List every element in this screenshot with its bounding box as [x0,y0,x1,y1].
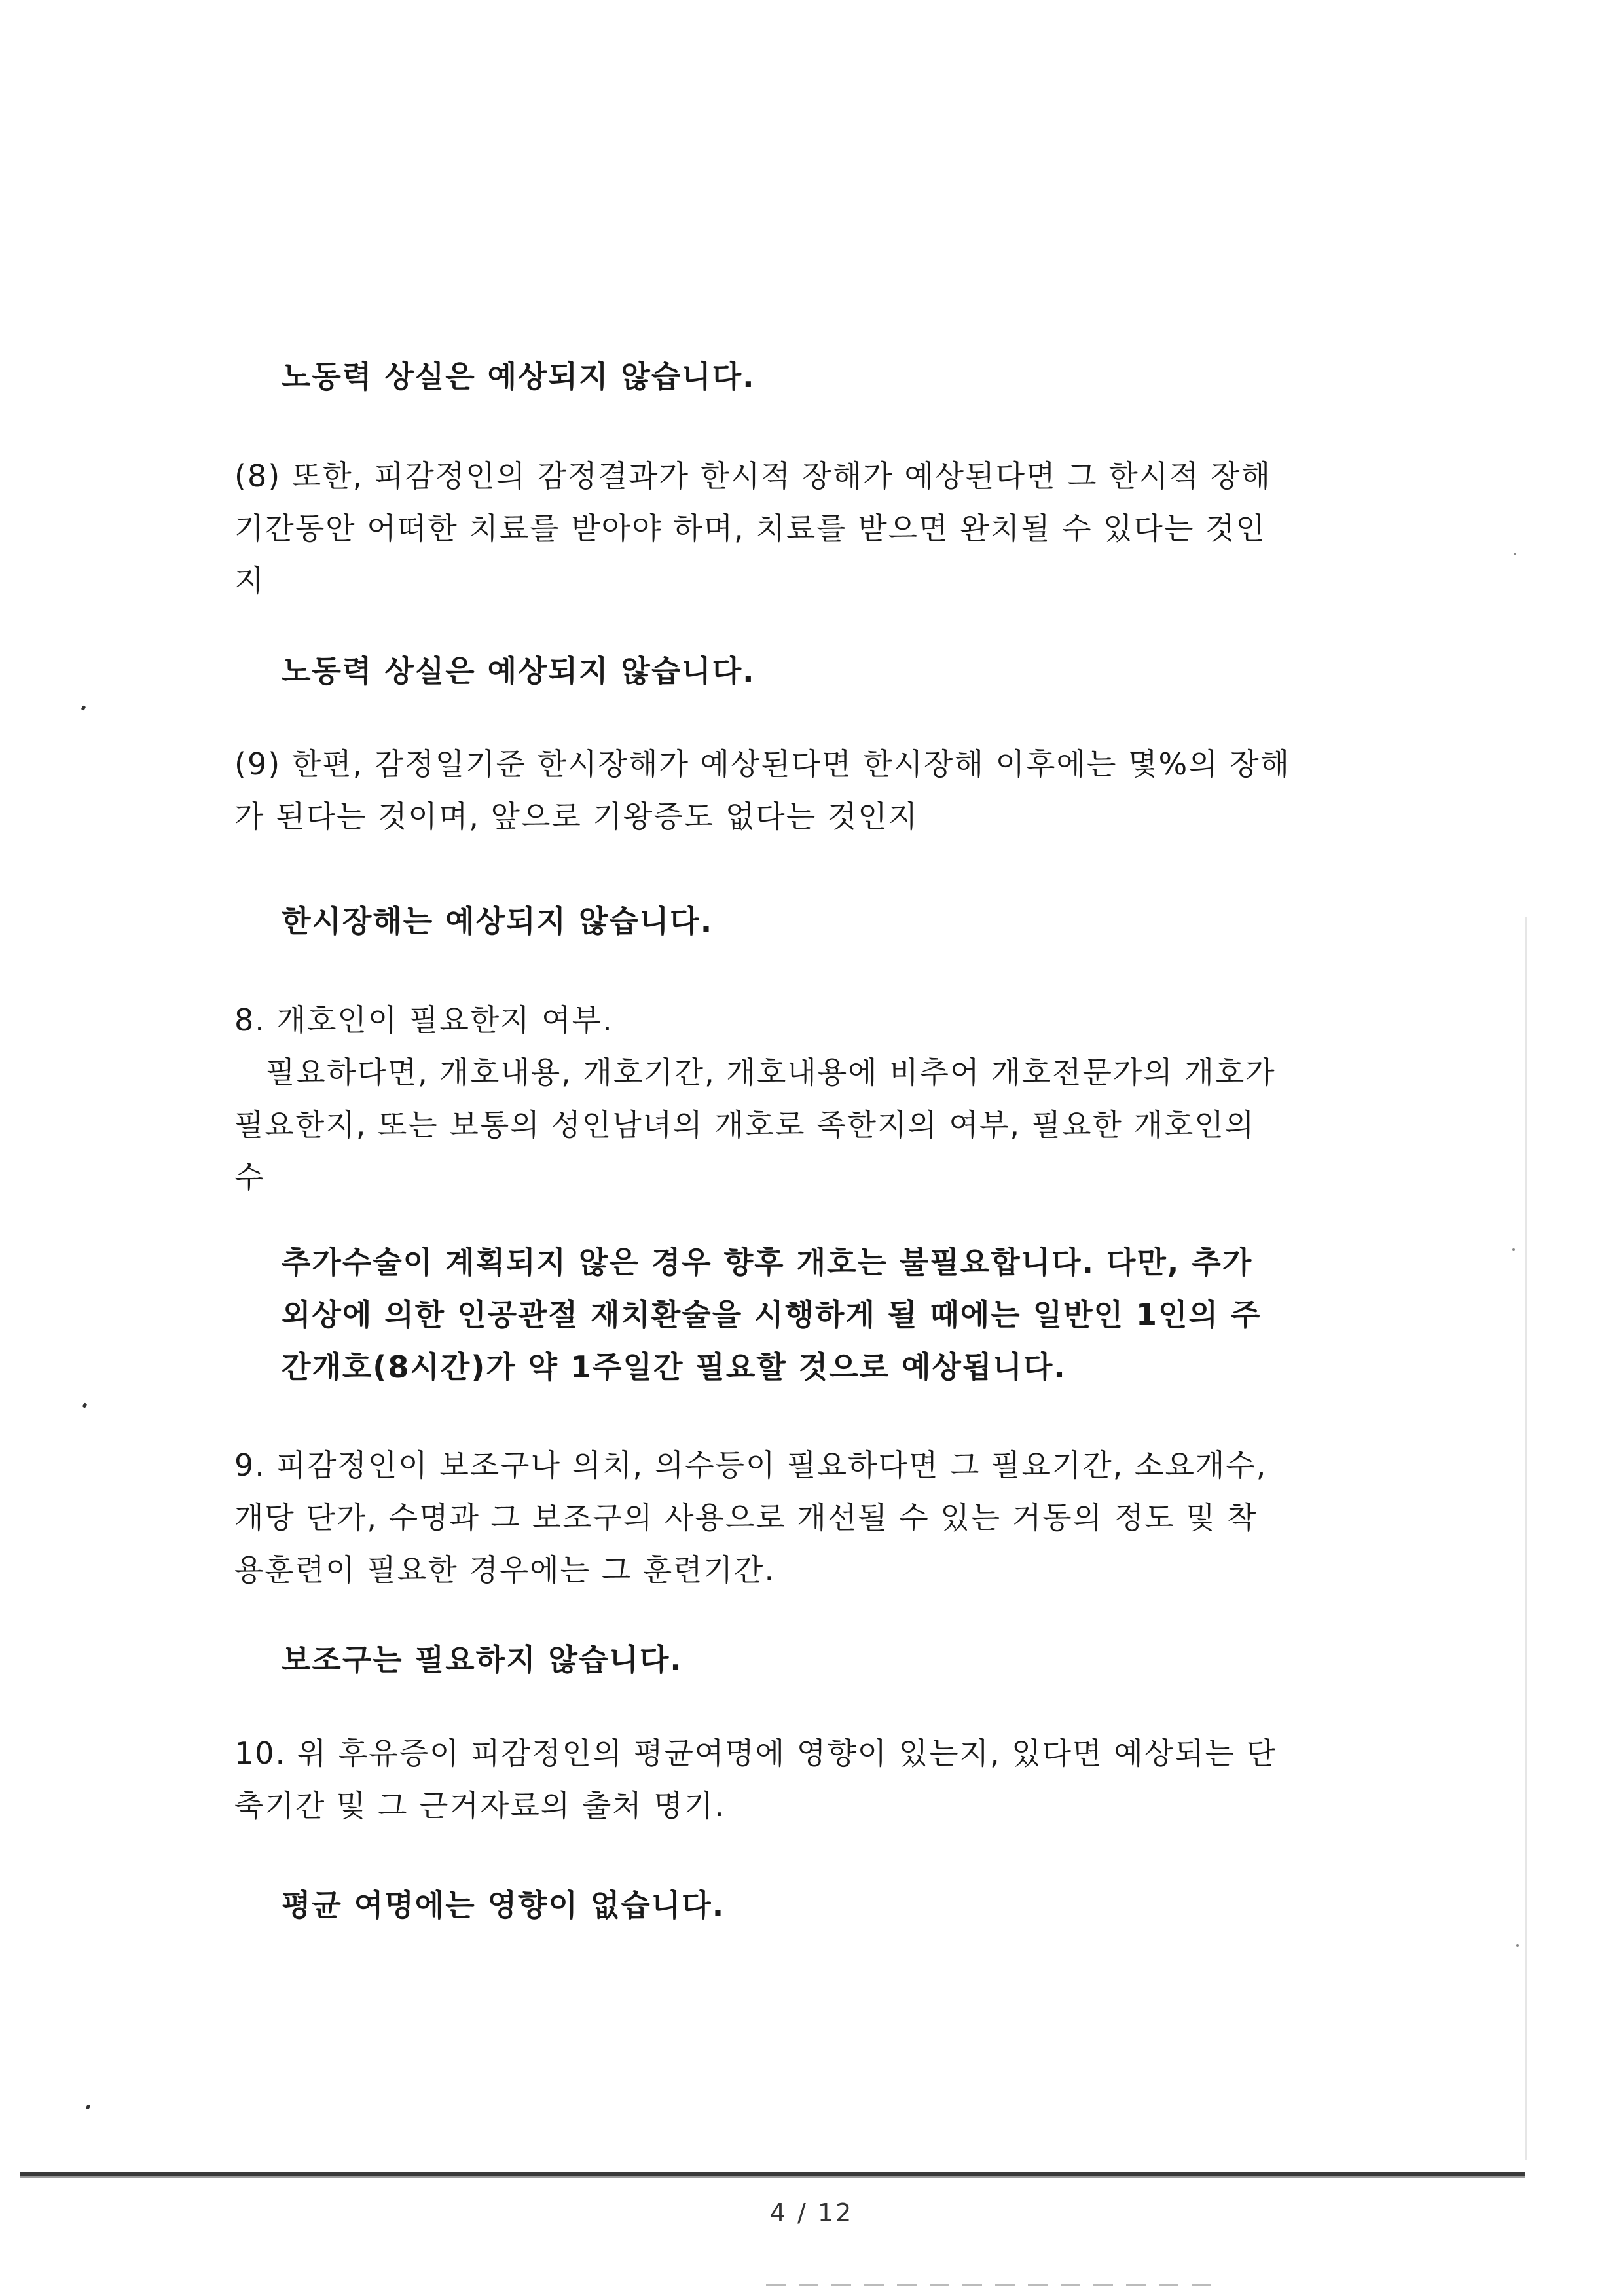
page-number: 4 / 12 [769,2198,854,2227]
item-line: 10. 위 후유증이 피감정인의 평균여명에 영향이 있는지, 있다면 예상되는 단 [234,1736,1277,1771]
scan-dot [1516,1944,1519,1947]
item-line: 개당 단가, 수명과 그 보조구의 사용으로 개선될 수 있는 거동의 정도 및 착 [234,1500,1258,1535]
item-line: 축기간 및 그 근거자료의 출처 명기. [234,1788,725,1823]
question-8-sub [234,450,1315,607]
question-line: (8) 또한, 피감정인의 감정결과가 한시적 장해가 예상된다면 그 한시적 장해 [234,458,1272,494]
question-line: 기간동안 어떠한 치료를 받아야 하며, 치료를 받으면 완치될 수 있다는 것인 [234,511,1266,546]
scan-dot [1512,1248,1515,1251]
item-heading: 8. 개호인이 필요한지 여부. [234,1002,613,1038]
question-9-sub [234,738,1315,843]
answer-line: 간개호(8시간)가 약 1주일간 필요할 것으로 예상됩니다. [282,1349,1067,1385]
item-10-answer: 평균 여명에는 영향이 없습니다. [282,1887,725,1923]
item-8-answer [282,1236,1261,1393]
scan-speck [81,705,86,711]
q7-answer: 노동력 상실은 예상되지 않습니다. [282,359,756,394]
scan-dot [1514,553,1516,555]
item-9 [234,1439,1315,1596]
item-line: 필요한지, 또는 보통의 성인남녀의 개호로 족한지의 여부, 필요한 개호인의 [234,1107,1256,1142]
scan-speck [86,2104,91,2110]
answer-line: 추가수술이 계획되지 않은 경우 향후 개호는 불필요합니다. 다만, 추가 [282,1245,1253,1280]
scan-speck [82,1402,88,1408]
question-line: 가 된다는 것이며, 앞으로 기왕증도 없다는 것인지 [234,799,919,834]
item-8 [234,994,1315,1203]
question-line: (9) 한편, 감정일기준 한시장해가 예상된다면 한시장해 이후에는 몇%의 장해 [234,746,1291,782]
item-10 [234,1727,1315,1832]
q8-answer: 노동력 상실은 예상되지 않습니다. [282,653,756,689]
item-line: 용훈련이 필요한 경우에는 그 훈련기간. [234,1552,776,1588]
question-line: 지 [234,563,265,598]
q9-sub-answer: 한시장해는 예상되지 않습니다. [282,903,714,939]
scan-edge-shadow [20,2176,1525,2178]
item-9-answer: 보조구는 필요하지 않습니다. [282,1642,683,1677]
answer-line: 외상에 의한 인공관절 재치환술을 시행하게 될 때에는 일반인 1인의 주 [282,1297,1262,1332]
scan-edge-right [1525,917,1527,2160]
item-line: 9. 피감정인이 보조구나 의치, 의수등이 필요하다면 그 필요기간, 소요개수, [234,1448,1267,1483]
item-line: 필요하다면, 개호내용, 개호기간, 개호내용에 비추어 개호전문가의 개호가 [266,1055,1276,1090]
item-line: 수 [234,1159,265,1195]
scan-edge-dashes [766,2284,1224,2286]
